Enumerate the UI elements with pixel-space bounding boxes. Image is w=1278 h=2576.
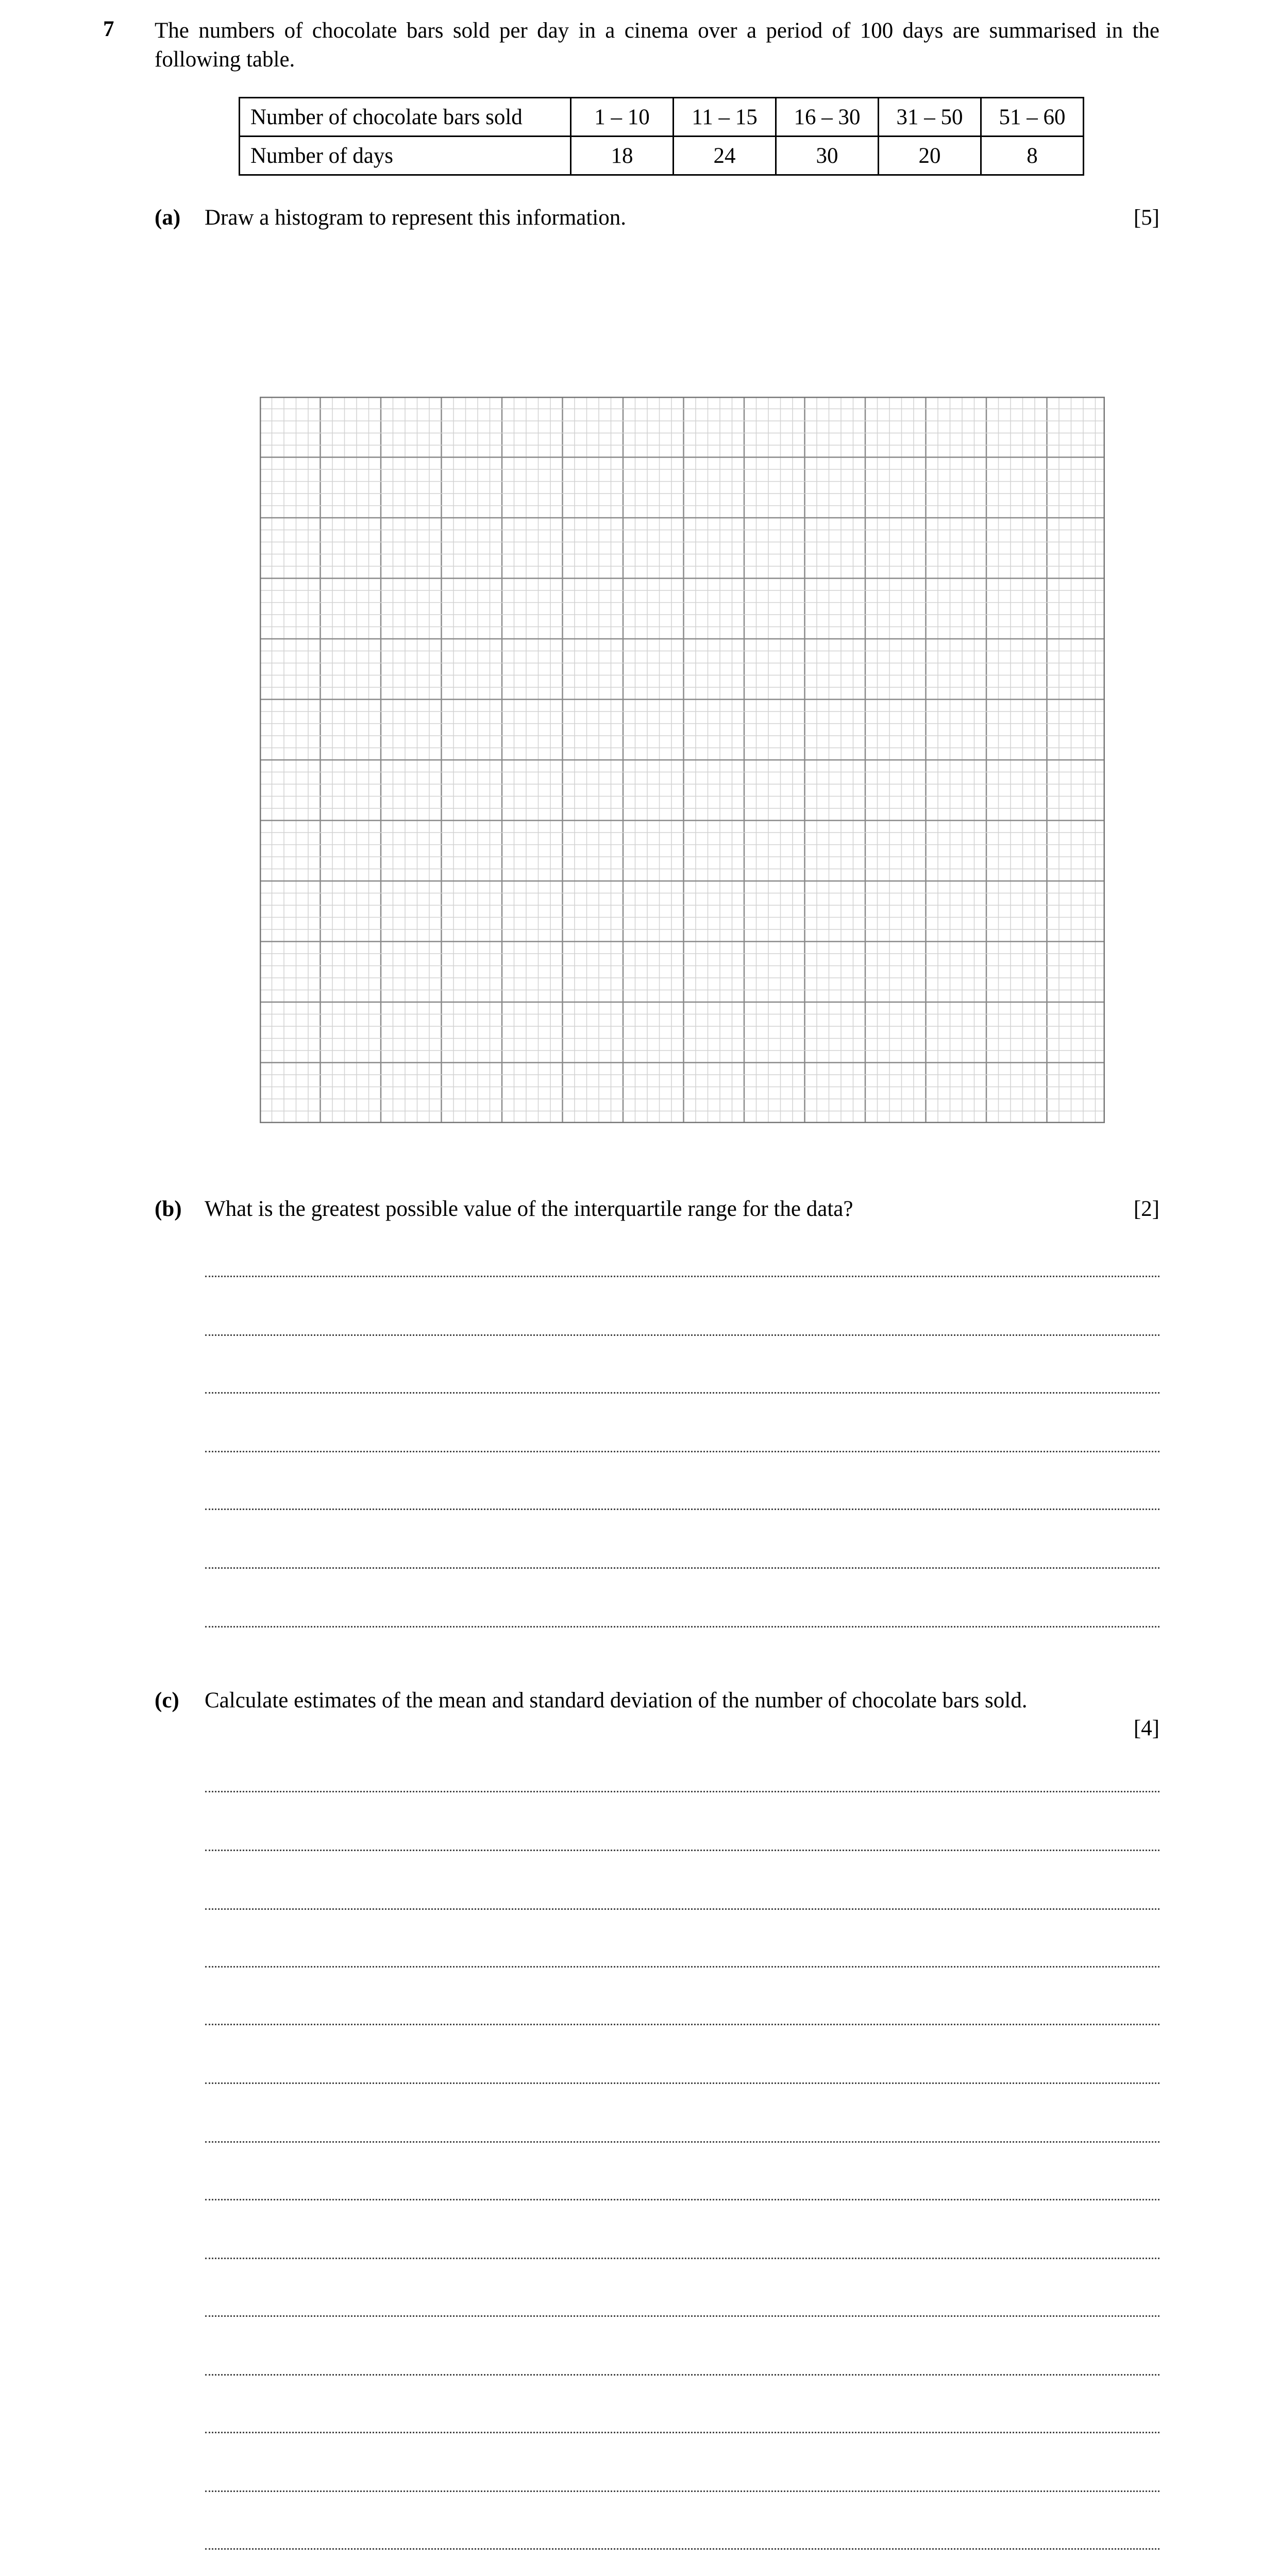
table-cell: 18 <box>571 137 674 175</box>
answer-line[interactable] <box>205 1451 1159 1452</box>
table-row-header: Number of chocolate bars sold <box>240 98 571 137</box>
answer-line[interactable] <box>205 2374 1159 2376</box>
part-a-text: Draw a histogram to represent this information. <box>205 206 626 230</box>
table-cell: 31 – 50 <box>879 98 981 137</box>
table-cell: 51 – 60 <box>981 98 1084 137</box>
answer-line[interactable] <box>205 1908 1159 1910</box>
part-b-text: What is the greatest possible value of the interquartile range for the data? <box>205 1197 853 1221</box>
answer-line[interactable] <box>205 1509 1159 1510</box>
part-a-label: (a) <box>155 206 181 230</box>
answer-line[interactable] <box>205 1791 1159 1792</box>
answer-line[interactable] <box>205 2548 1159 2550</box>
answer-line[interactable] <box>205 2082 1159 2084</box>
table-cell: 8 <box>981 137 1084 175</box>
table-cell: 30 <box>776 137 879 175</box>
part-c-marks: [4] <box>1133 1716 1159 1740</box>
table-cell: 1 – 10 <box>571 98 674 137</box>
part-b-label: (b) <box>155 1197 182 1221</box>
part-a-marks: [5] <box>1133 206 1159 230</box>
answer-line[interactable] <box>205 1276 1159 1277</box>
answer-line[interactable] <box>205 1626 1159 1628</box>
table-cell: 24 <box>674 137 776 175</box>
part-b-marks: [2] <box>1133 1197 1159 1221</box>
answer-line[interactable] <box>205 2315 1159 2317</box>
answer-line[interactable] <box>205 1334 1159 1336</box>
answer-line[interactable] <box>205 2024 1159 2025</box>
answer-line[interactable] <box>205 2141 1159 2143</box>
table-cell: 20 <box>879 137 981 175</box>
part-c-label: (c) <box>155 1688 179 1713</box>
table-cell: 16 – 30 <box>776 98 879 137</box>
graph-paper-grid[interactable] <box>260 397 1105 1123</box>
answer-line[interactable] <box>205 1392 1159 1394</box>
answer-line[interactable] <box>205 1567 1159 1569</box>
table-row <box>240 98 1084 137</box>
answer-line[interactable] <box>205 2199 1159 2200</box>
answer-line[interactable] <box>205 2258 1159 2259</box>
table-row-header: Number of days <box>240 137 571 175</box>
table-row <box>240 137 1084 175</box>
table-cell: 11 – 15 <box>674 98 776 137</box>
answer-line[interactable] <box>205 2432 1159 2433</box>
answer-line[interactable] <box>205 1850 1159 1851</box>
frequency-table <box>239 97 1084 176</box>
question-number: 7 <box>103 17 114 41</box>
question-intro: The numbers of chocolate bars sold per day in a cinema over a period of 100 days are summarised in the following table. <box>155 19 1159 72</box>
part-c-text: Calculate estimates of the mean and standard deviation of the number of chocolate bars sold. <box>205 1688 1028 1713</box>
answer-line[interactable] <box>205 2490 1159 2492</box>
answer-line[interactable] <box>205 1966 1159 1968</box>
